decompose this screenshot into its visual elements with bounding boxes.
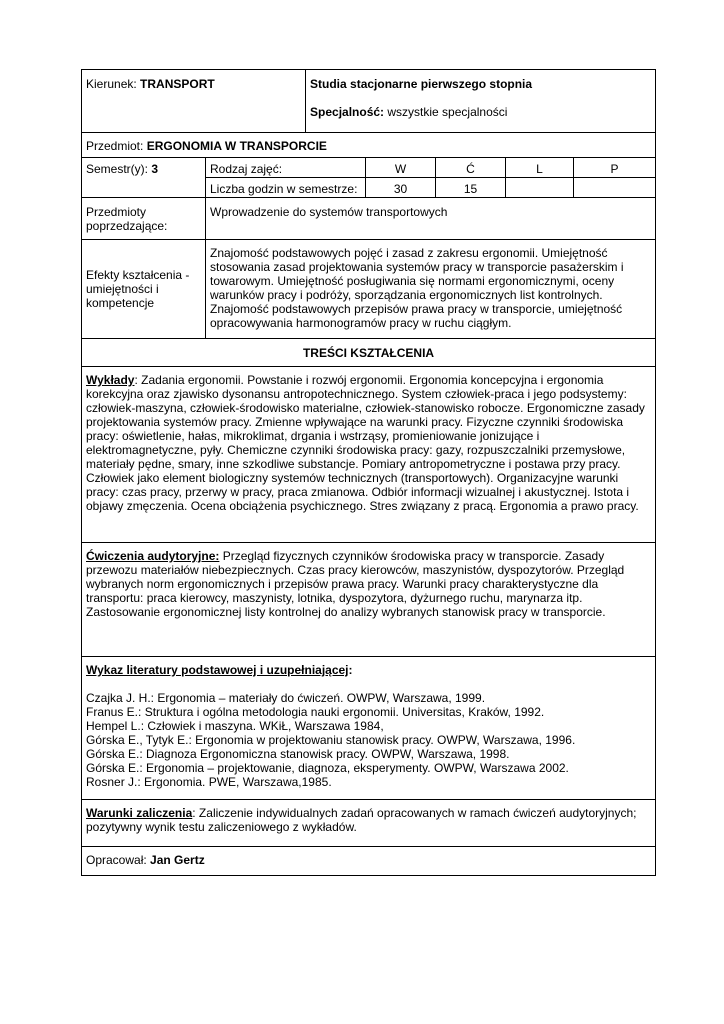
poprzedzajace-row [82, 198, 656, 240]
literatura-item: Franus E.: Struktura i ogólna metodologia nauki ergonomii. Universitas, Kraków, 1992. [86, 705, 545, 719]
syllabus-table [81, 69, 656, 876]
efekty-row [82, 240, 656, 339]
cwiczenia-text: Przegląd fizycznych czynników środowiska pracy w transporcie. Zasady przewozu materiałów niebezpiecznych. Czas pracy kierowców, maszynistów, dyspozytorów. Przegląd wybranych norm ergonomicznych i przepisów prawa pracy. Warunki pracy charakterystyczne dla transportu: praca kierowcy, maszynisty, lotnika, dyspozytora, dyżurnego ruchu, marynarza itp. Zastosowanie ergonomicznej listy kontrolnej do analizy wybranych stanowisk pracy w transporcie. [86, 549, 625, 619]
kierunek-label: Kierunek: [86, 77, 141, 91]
opracowal-value: Jan Gertz [150, 853, 205, 867]
literatura-item: Górska E., Tytyk E.: Ergonomia w projektowaniu stanowisk pracy. OWPW, Warszawa, 1996. [86, 733, 576, 747]
przedmiot-cell [82, 133, 656, 158]
column-w: W [366, 158, 436, 178]
cwiczenia-label: Ćwiczenia audytoryjne: [86, 549, 220, 563]
hours-c: 15 [436, 178, 506, 198]
warunki-row [82, 800, 656, 847]
wyklady-text: : Zadania ergonomii. Powstanie i rozwój ergonomii. Ergonomia koncepcyjna i ergonomia korekcyjna oraz zjawisko dysonansu antropotechnicznego. System człowiek-praca i jego podsystemy: człowiek-maszyna, człowiek-środowisko materialne, człowiek-stanowisko robocze. Ergonomiczne zasady projektowania systemów pracy. Zmienne wpływające na warunki pracy. Fizyczne czynniki środowiska pracy: oświetlenie, hałas, mikroklimat, drgania i wstrząsy, promieniowanie jonizujące i elektromagnetyczne, pyły. Chemiczne czynniki środowiska pracy: gazy, rozpuszczalniki przemysłowe, materiały pędne, smary, inne szkodliwe substancje. Pomiary antropometryczne i postawa przy pracy. Człowiek jako element biologiczny systemów technicznych (transportowych). Organizacyjne warunki pracy: czas pracy, przerwy w pracy, praca zmianowa. Odbiór informacji wizualnej i akustycznej. Istota i objawy zmęczenia. Ocena obciążenia psychicznego. Stres związany z pracą. Ergonomia a prawo pracy. [86, 373, 645, 513]
hours-l [506, 178, 574, 198]
literatura-item: Hempel L.: Człowiek i maszyna. WKiŁ, Warszawa 1984, [86, 719, 384, 733]
cwiczenia-row [82, 543, 656, 657]
cwiczenia-cell [82, 543, 656, 657]
rodzaj-zajec-label: Rodzaj zajęć: [206, 158, 366, 178]
syllabus-sheet [81, 69, 655, 876]
przedmiot-value: ERGONOMIA W TRANSPORCIE [146, 139, 327, 153]
specjalnosc-value: wszystkie specjalności [384, 105, 508, 119]
poprzedzajace-label: Przedmioty poprzedzające: [82, 198, 206, 240]
hours-w: 30 [366, 178, 436, 198]
przedmiot-row [82, 133, 656, 158]
opracowal-row [82, 847, 656, 876]
warunki-cell [82, 800, 656, 847]
efekty-value: Znajomość podstawowych pojęć i zasad z zakresu ergonomii. Umiejętność stosowania zasad projektowania systemów pracy w transporcie pasażerskim i towarowym. Umiejętność posługiwania się normami ergonomicznymi, oceny warunków pracy i podróży, sporządzania ergonomicznych list kontrolnych. Znajomość podstawowych przepisów prawa pracy w transporcie, umiejętność opracowywania harmonogramów pracy w ruchu ciągłym. [206, 240, 656, 339]
literatura-colon: : [348, 663, 353, 677]
literatura-cell [82, 657, 656, 800]
studia-type: Studia stacjonarne pierwszego stopnia [310, 77, 533, 91]
literatura-row [82, 657, 656, 800]
specjalnosc-label: Specjalność: [310, 105, 385, 119]
literatura-label: Wykaz literatury podstawowej i uzupełniającej [86, 663, 349, 677]
studia-cell [306, 70, 656, 133]
column-c: Ć [436, 158, 506, 178]
semestr-value: 3 [151, 162, 159, 176]
efekty-label: Efekty kształcenia - umiejętności i kompetencje [82, 240, 206, 339]
tresci-title [82, 339, 656, 367]
tresci-title-text: TREŚCI KSZTAŁCENIA [302, 345, 435, 360]
literatura-item: Rosner J.: Ergonomia. PWE, Warszawa,1985. [86, 775, 332, 789]
poprzedzajace-value: Wprowadzenie do systemów transportowych [206, 198, 656, 240]
literatura-item: Górska E.: Ergonomia – projektowanie, diagnoza, eksperymenty. OWPW, Warszawa 2002. [86, 761, 569, 775]
literatura-list [86, 691, 651, 789]
warunki-text: : Zaliczenie indywidualnych zadań opracowanych w ramach ćwiczeń audytoryjnych; pozytywny wynik testu zaliczeniowego z wykładów. [86, 806, 637, 834]
wyklady-label: Wykłady [86, 373, 135, 387]
header-row [82, 70, 656, 133]
opracowal-label: Opracował: [86, 853, 151, 867]
liczba-godzin-label: Liczba godzin w semestrze: [206, 178, 366, 198]
column-l: L [506, 158, 574, 178]
warunki-label: Warunki zaliczenia [86, 806, 193, 820]
opracowal-cell [82, 847, 656, 876]
literatura-item: Czajka J. H.: Ergonomia – materiały do ćwiczeń. OWPW, Warszawa, 1999. [86, 691, 486, 705]
semestr-row [82, 158, 656, 178]
tresci-row [82, 339, 656, 367]
kierunek-value: TRANSPORT [140, 77, 215, 91]
wyklady-cell [82, 367, 656, 543]
semestr-label: Semestr(y): [86, 162, 152, 176]
literatura-item: Górska E.: Diagnoza Ergonomiczna stanowisk pracy. OWPW, Warszawa, 1998. [86, 747, 510, 761]
kierunek-cell [82, 70, 306, 133]
przedmiot-label: Przedmiot: [86, 139, 147, 153]
wyklady-row [82, 367, 656, 543]
semestr-cell [82, 158, 206, 198]
column-p: P [574, 158, 656, 178]
hours-p [574, 178, 656, 198]
